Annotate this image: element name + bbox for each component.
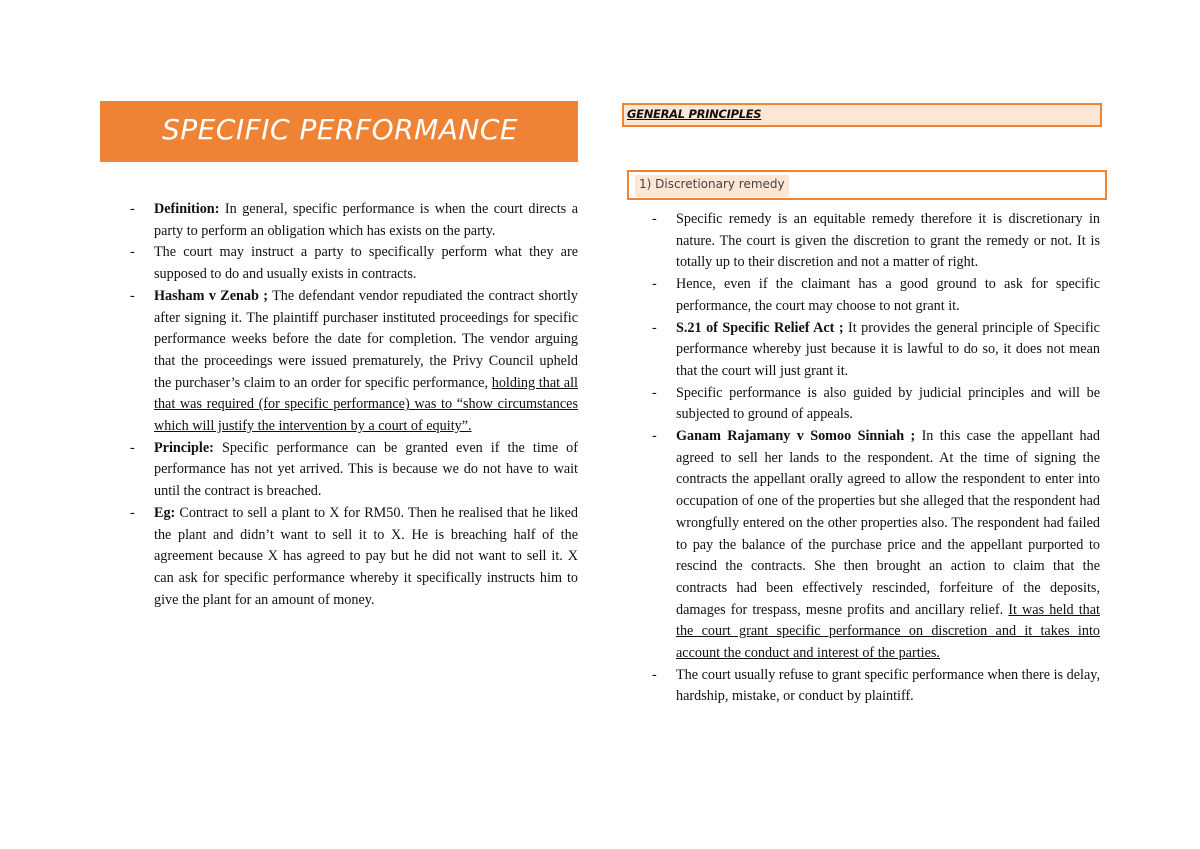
list-item [652, 318, 1100, 383]
discretionary-remedy-box [627, 170, 1107, 200]
item-underlined-text: holding that all that was required (for specific performance) was to “show circumstances which will justify the intervention by a court of equity”. [154, 374, 578, 435]
item-bold-label: Eg: [154, 504, 176, 521]
discretionary-remedy-heading: 1) Discretionary remedy [635, 175, 789, 197]
item-text: Contract to sell a plant to X for RM50. Then he realised that he liked the plant and didn’t want to sell it to X. He is breaching half of the agreement because X has agreed to pay but he did not want to sell it. X can ask for specific performance whereby it specifically instructs him to give the plant for an amount of money. [154, 504, 578, 608]
title-banner [100, 101, 578, 162]
general-principles-heading: GENERAL PRINCIPLES [627, 107, 762, 121]
item-text: The defendant vendor repudiated the contract shortly after signing it. The plaintiff purchaser instituted proceedings for specific performance weeks before the date for completion. The vendor arguing that the proceedings were issued prematurely, the Privy Council upheld the purchaser’s claim to an order for specific performance, [154, 287, 579, 391]
list-item [130, 199, 578, 242]
list-item [130, 286, 578, 438]
item-text: In general, specific performance is when the court directs a party to perform an obligation which has exists on the party. [154, 201, 578, 239]
list-item [652, 426, 1100, 665]
item-bold-label: Definition: [154, 201, 220, 217]
item-bold-label: Hasham v Zenab ; [154, 287, 269, 304]
item-text: The court usually refuse to grant specific performance when there is delay, hardship, mistake, or conduct by plaintiff. [676, 666, 1100, 705]
item-underlined-text: It was held that the court grant specific performance on discretion and it takes into account the conduct and interest of the parties. [676, 601, 1100, 662]
item-text: Hence, even if the claimant has a good ground to ask for specific performance, the court may choose to not grant it. [676, 276, 1100, 314]
left-column [130, 199, 578, 611]
right-column [652, 209, 1100, 708]
item-bold-label: Principle: [154, 439, 214, 456]
right-bullet-list [652, 209, 1100, 708]
item-text: Specific remedy is an equitable remedy therefore it is discretionary in nature. The court is given the discretion to grant the remedy or not. It is totally up to their discretion and not a matter of right. [676, 211, 1100, 271]
list-item [652, 383, 1100, 426]
item-bold-label: Ganam Rajamany v Somoo Sinniah ; [676, 428, 916, 445]
left-bullet-list [130, 199, 578, 611]
list-item [652, 274, 1100, 317]
item-text: Specific performance can be granted even if the time of performance has not yet arrived. This is because we do not have to wait until the contract is breached. [154, 439, 578, 500]
item-text: The court may instruct a party to specifically perform what they are supposed to do and usually exists in contracts. [154, 244, 578, 283]
page-title: SPECIFIC PERFORMANCE [162, 113, 519, 146]
list-item [652, 665, 1100, 708]
general-principles-heading-box [622, 103, 1102, 127]
item-bold-label: S.21 of Specific Relief Act ; [676, 319, 844, 336]
list-item [130, 242, 578, 285]
list-item [652, 209, 1100, 274]
list-item [130, 503, 578, 612]
item-text: Specific performance is also guided by judicial principles and will be subjected to ground of appeals. [676, 384, 1100, 423]
item-text: In this case the appellant had agreed to sell her lands to the respondent. At the time of signing the contracts the appellant orally agreed to allow the respondent to enter into occupation of one of the properties but she alleged that the respondent had wrongfully entered on the other properties also. The respondent had failed to pay the balance of the purchase price and the appellant purported to rescind the contracts. She then brought an action to claim that the contracts had been effectively rescinded, forfeiture of the deposits, damages for trespass, mesne profits and ancillary relief. [676, 428, 1100, 618]
list-item [130, 438, 578, 503]
item-text: It provides the general principle of Specific performance whereby just because it is lawful to do so, it does not mean that the court will just grant it. [676, 319, 1100, 379]
